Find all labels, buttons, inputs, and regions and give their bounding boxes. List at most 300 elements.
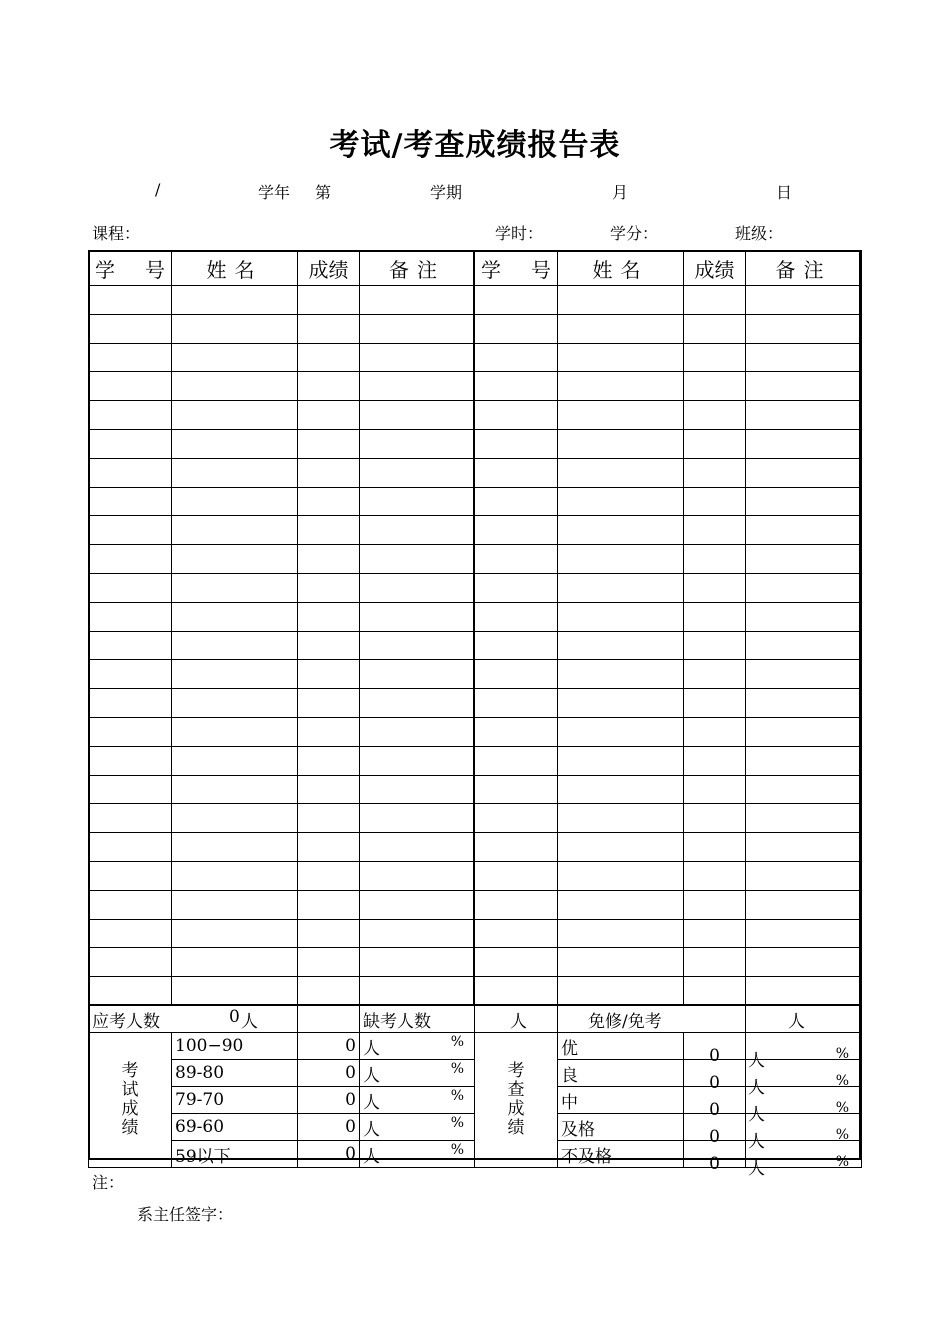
cell-score-right[interactable]	[684, 429, 746, 458]
check-label	[475, 1033, 558, 1168]
cell-id-right[interactable]	[475, 833, 558, 862]
exam-range-count: 0	[298, 1114, 360, 1141]
cell-name[interactable]	[172, 833, 298, 862]
cell-note[interactable]	[360, 401, 475, 430]
cell-note-right[interactable]	[746, 314, 862, 343]
exempt-label: 免修/免考	[558, 1006, 746, 1033]
check-percent: %	[835, 1046, 850, 1062]
cell-note-right[interactable]	[746, 977, 862, 1006]
cell-name[interactable]	[172, 545, 298, 574]
cell-score-right[interactable]	[684, 286, 746, 315]
cell-id-right[interactable]	[475, 314, 558, 343]
exam-range-cell	[172, 1087, 298, 1114]
cell-note-right[interactable]	[746, 545, 862, 574]
cell-name-right[interactable]	[558, 573, 684, 602]
credits-label: 学分：	[610, 224, 659, 243]
cell-score[interactable]	[298, 660, 360, 689]
cell-name[interactable]	[172, 458, 298, 487]
cell-name-right[interactable]	[558, 286, 684, 315]
exam-range-unit	[360, 1060, 475, 1087]
cell-name[interactable]	[172, 343, 298, 372]
check-percent-cell	[746, 1141, 862, 1168]
check-grade-cell	[558, 1060, 684, 1087]
cell-id[interactable]	[89, 977, 172, 1006]
check-grade-count: 0	[709, 1154, 720, 1174]
cell-note-right[interactable]	[746, 458, 862, 487]
cell-score-right[interactable]	[684, 804, 746, 833]
check-person: 人	[748, 1132, 765, 1152]
cell-note-right[interactable]	[746, 631, 862, 660]
cell-score-right[interactable]	[684, 833, 746, 862]
cell-note[interactable]	[360, 314, 475, 343]
cell-id-right[interactable]	[475, 516, 558, 545]
cell-score[interactable]	[298, 689, 360, 718]
cell-score-right[interactable]	[684, 487, 746, 516]
cell-name-right[interactable]	[558, 775, 684, 804]
table-row	[89, 458, 862, 487]
cell-note-right[interactable]	[746, 660, 862, 689]
cell-score-right[interactable]	[684, 775, 746, 804]
header-term: 学期	[430, 183, 463, 202]
check-grade-cell	[558, 1087, 684, 1114]
cell-note-right[interactable]	[746, 602, 862, 631]
exam-range-label: 59以下	[175, 1146, 231, 1167]
cell-note[interactable]	[360, 458, 475, 487]
absent-label: 缺考人数	[360, 1006, 475, 1033]
cell-score[interactable]	[298, 746, 360, 775]
cell-score-right[interactable]	[684, 717, 746, 746]
exam-range-cell	[172, 1033, 298, 1060]
table-summary-divider	[88, 1004, 861, 1006]
cell-id[interactable]	[89, 948, 172, 977]
cell-id[interactable]	[89, 919, 172, 948]
cell-score[interactable]	[298, 372, 360, 401]
cell-name[interactable]	[172, 890, 298, 919]
col-header-id: 学号	[89, 251, 172, 286]
cell-name[interactable]	[172, 717, 298, 746]
exam-label	[89, 1033, 172, 1168]
cell-note-right[interactable]	[746, 689, 862, 718]
cell-name[interactable]	[172, 286, 298, 315]
summary-count-row	[89, 1006, 862, 1033]
cell-name[interactable]	[172, 804, 298, 833]
exempt-unit: 人	[746, 1006, 862, 1033]
cell-name[interactable]	[172, 775, 298, 804]
check-grade-label: 及格	[561, 1119, 595, 1140]
grade-table	[88, 250, 862, 1006]
check-grade-count-cell	[684, 1060, 765, 1098]
cell-name-right[interactable]	[558, 861, 684, 890]
cell-note-right[interactable]	[746, 343, 862, 372]
course-label: 课程：	[92, 224, 141, 243]
cell-note[interactable]	[360, 890, 475, 919]
check-grade-label: 良	[561, 1065, 578, 1086]
cell-score[interactable]	[298, 573, 360, 602]
table-row	[89, 890, 862, 919]
cell-id[interactable]	[89, 890, 172, 919]
cell-id-right[interactable]	[475, 746, 558, 775]
check-grade-count-cell	[684, 1114, 765, 1152]
cell-name-right[interactable]	[558, 717, 684, 746]
cell-id-right[interactable]	[475, 401, 558, 430]
cell-id-right[interactable]	[475, 804, 558, 833]
cell-note-right[interactable]	[746, 861, 862, 890]
cell-note-right[interactable]	[746, 919, 862, 948]
cell-note[interactable]	[360, 286, 475, 315]
cell-id[interactable]	[89, 401, 172, 430]
cell-id-right[interactable]	[475, 573, 558, 602]
cell-name[interactable]	[172, 631, 298, 660]
cell-name-right[interactable]	[558, 401, 684, 430]
cell-note[interactable]	[360, 861, 475, 890]
check-grade-count: 0	[709, 1100, 720, 1120]
cell-id-right[interactable]	[475, 775, 558, 804]
cell-name-right[interactable]	[558, 660, 684, 689]
cell-score-right[interactable]	[684, 401, 746, 430]
cell-score[interactable]	[298, 602, 360, 631]
cell-score-right[interactable]	[684, 746, 746, 775]
cell-score[interactable]	[298, 861, 360, 890]
cell-name[interactable]	[172, 401, 298, 430]
cell-score[interactable]	[298, 429, 360, 458]
cell-id[interactable]	[89, 746, 172, 775]
exam-person: 人	[363, 1092, 380, 1113]
cell-id-right[interactable]	[475, 458, 558, 487]
cell-id[interactable]	[89, 717, 172, 746]
cell-note-right[interactable]	[746, 372, 862, 401]
exam-percent: %	[450, 1087, 464, 1104]
cell-score[interactable]	[298, 458, 360, 487]
exam-percent: %	[450, 1141, 464, 1158]
cell-note[interactable]	[360, 631, 475, 660]
cell-score-right[interactable]	[684, 919, 746, 948]
table-row	[89, 833, 862, 862]
check-grade-count-cell	[684, 1087, 765, 1125]
cell-name-right[interactable]	[558, 458, 684, 487]
cell-name-right[interactable]	[558, 314, 684, 343]
cell-id[interactable]	[89, 660, 172, 689]
cell-note-right[interactable]	[746, 948, 862, 977]
cell-score[interactable]	[298, 516, 360, 545]
table-row	[89, 545, 862, 574]
cell-id-right[interactable]	[475, 487, 558, 516]
check-grade-cell	[558, 1114, 684, 1141]
header-day: 日	[776, 183, 793, 202]
cell-name-right[interactable]	[558, 343, 684, 372]
cell-score-right[interactable]	[684, 573, 746, 602]
table-row	[89, 631, 862, 660]
cell-id[interactable]	[89, 602, 172, 631]
cell-note[interactable]	[360, 746, 475, 775]
exam-range-label: 79-70	[175, 1090, 225, 1110]
cell-name[interactable]	[172, 516, 298, 545]
cell-note[interactable]	[360, 516, 475, 545]
cell-note[interactable]	[360, 919, 475, 948]
cell-name-right[interactable]	[558, 977, 684, 1006]
cell-score-right[interactable]	[684, 977, 746, 1006]
cell-name[interactable]	[172, 746, 298, 775]
cell-id-right[interactable]	[475, 545, 558, 574]
cell-id[interactable]	[89, 545, 172, 574]
cell-id[interactable]	[89, 573, 172, 602]
cell-id-right[interactable]	[475, 890, 558, 919]
table-row	[89, 343, 862, 372]
cell-score[interactable]	[298, 775, 360, 804]
cell-id[interactable]	[89, 487, 172, 516]
cell-note[interactable]	[360, 602, 475, 631]
cell-id[interactable]	[89, 286, 172, 315]
cell-score-right[interactable]	[684, 516, 746, 545]
exam-range-unit	[360, 1033, 475, 1060]
cell-name-right[interactable]	[558, 372, 684, 401]
cell-id[interactable]	[89, 516, 172, 545]
cell-id-right[interactable]	[475, 429, 558, 458]
exam-range-label: 69-60	[175, 1117, 225, 1137]
cell-note[interactable]	[360, 804, 475, 833]
cell-score[interactable]	[298, 977, 360, 1006]
cell-name-right[interactable]	[558, 746, 684, 775]
cell-note[interactable]	[360, 343, 475, 372]
cell-score[interactable]	[298, 631, 360, 660]
table-row	[89, 804, 862, 833]
cell-id[interactable]	[89, 372, 172, 401]
cell-score-right[interactable]	[684, 861, 746, 890]
cell-note[interactable]	[360, 775, 475, 804]
exam-label-text: 考试成绩	[121, 1061, 139, 1138]
cell-name-right[interactable]	[558, 804, 684, 833]
check-grade-label: 不及格	[561, 1146, 612, 1167]
cell-note-right[interactable]	[746, 746, 862, 775]
cell-note-right[interactable]	[746, 573, 862, 602]
check-grade-cell	[558, 1141, 684, 1168]
cell-name-right[interactable]	[558, 429, 684, 458]
cell-name-right[interactable]	[558, 487, 684, 516]
cell-score-right[interactable]	[684, 689, 746, 718]
cell-note-right[interactable]	[746, 775, 862, 804]
cell-score[interactable]	[298, 314, 360, 343]
cell-id[interactable]	[89, 429, 172, 458]
cell-name[interactable]	[172, 372, 298, 401]
cell-name-right[interactable]	[558, 602, 684, 631]
check-grade-count: 0	[709, 1127, 720, 1147]
cell-note-right[interactable]	[746, 717, 862, 746]
cell-id[interactable]	[89, 458, 172, 487]
hours-label: 学时：	[495, 224, 544, 243]
table-row	[89, 948, 862, 977]
cell-note[interactable]	[360, 429, 475, 458]
footer-note: 注：	[92, 1173, 125, 1192]
cell-note[interactable]	[360, 948, 475, 977]
col-header-note-right: 备注	[746, 251, 862, 286]
check-person: 人	[748, 1159, 765, 1179]
cell-score-right[interactable]	[684, 660, 746, 689]
check-grade-count: 0	[709, 1073, 720, 1093]
cell-note[interactable]	[360, 689, 475, 718]
cell-id[interactable]	[89, 833, 172, 862]
exam-percent: %	[450, 1114, 464, 1131]
expected-person: 人	[241, 1011, 258, 1032]
table-row	[89, 775, 862, 804]
cell-note[interactable]	[360, 372, 475, 401]
check-percent-cell	[746, 1060, 862, 1087]
cell-id[interactable]	[89, 861, 172, 890]
cell-score[interactable]	[298, 545, 360, 574]
cell-name[interactable]	[172, 429, 298, 458]
table-row	[89, 401, 862, 430]
check-grade-cell	[558, 1033, 684, 1060]
cell-score[interactable]	[298, 948, 360, 977]
cell-id-right[interactable]	[475, 343, 558, 372]
table-center-divider	[473, 250, 475, 1005]
cell-score[interactable]	[298, 833, 360, 862]
cell-score-right[interactable]	[684, 372, 746, 401]
check-percent-cell	[746, 1033, 862, 1060]
table-row	[89, 660, 862, 689]
expected-cell	[89, 1006, 298, 1033]
cell-note[interactable]	[360, 573, 475, 602]
col-header-id-right: 学号	[475, 251, 558, 286]
cell-note[interactable]	[360, 833, 475, 862]
cell-name-right[interactable]	[558, 890, 684, 919]
exam-range-count: 0	[298, 1087, 360, 1114]
cell-name-right[interactable]	[558, 545, 684, 574]
cell-score[interactable]	[298, 804, 360, 833]
cell-id[interactable]	[89, 804, 172, 833]
cell-score[interactable]	[298, 343, 360, 372]
cell-name[interactable]	[172, 602, 298, 631]
exam-percent: %	[450, 1033, 464, 1050]
cell-id[interactable]	[89, 689, 172, 718]
cell-id-right[interactable]	[475, 660, 558, 689]
col-header-name: 姓名	[172, 251, 298, 286]
check-percent: %	[835, 1100, 850, 1116]
cell-name[interactable]	[172, 948, 298, 977]
cell-score-right[interactable]	[684, 314, 746, 343]
table-row	[89, 516, 862, 545]
check-grade-count-cell	[684, 1141, 765, 1179]
cell-name-right[interactable]	[558, 516, 684, 545]
table-row	[89, 602, 862, 631]
check-percent: %	[835, 1127, 850, 1143]
cell-note[interactable]	[360, 660, 475, 689]
check-person: 人	[748, 1078, 765, 1098]
col-header-name-right: 姓名	[558, 251, 684, 286]
exam-range-count: 0	[298, 1033, 360, 1060]
cell-id-right[interactable]	[475, 372, 558, 401]
cell-name[interactable]	[172, 660, 298, 689]
check-grade-label: 优	[561, 1038, 578, 1059]
page-title: 考试/考查成绩报告表	[329, 128, 621, 163]
cell-name[interactable]	[172, 689, 298, 718]
cell-id-right[interactable]	[475, 602, 558, 631]
cell-note-right[interactable]	[746, 516, 862, 545]
cell-note-right[interactable]	[746, 401, 862, 430]
cell-note-right[interactable]	[746, 833, 862, 862]
exam-range-count: 0	[298, 1060, 360, 1087]
cell-note-right[interactable]	[746, 487, 862, 516]
table-row	[89, 717, 862, 746]
cell-score[interactable]	[298, 717, 360, 746]
cell-score[interactable]	[298, 919, 360, 948]
check-percent: %	[835, 1073, 850, 1089]
table-row	[89, 977, 862, 1006]
cell-id-right[interactable]	[475, 948, 558, 977]
cell-id[interactable]	[89, 775, 172, 804]
cell-id-right[interactable]	[475, 861, 558, 890]
exam-range-cell	[172, 1114, 298, 1141]
cell-name[interactable]	[172, 977, 298, 1006]
cell-name-right[interactable]	[558, 689, 684, 718]
cell-name[interactable]	[172, 487, 298, 516]
cell-name[interactable]	[172, 861, 298, 890]
cell-id-right[interactable]	[475, 631, 558, 660]
cell-id[interactable]	[89, 631, 172, 660]
check-percent: %	[835, 1154, 850, 1170]
cell-id-right[interactable]	[475, 689, 558, 718]
table-row	[89, 286, 862, 315]
cell-score-right[interactable]	[684, 602, 746, 631]
table-row	[89, 429, 862, 458]
cell-score[interactable]	[298, 890, 360, 919]
cell-score-right[interactable]	[684, 343, 746, 372]
expected-unit	[241, 1006, 360, 1033]
check-percent-cell	[746, 1114, 862, 1141]
exam-range-cell	[172, 1060, 298, 1087]
cell-name-right[interactable]	[558, 631, 684, 660]
cell-score-right[interactable]	[684, 545, 746, 574]
cell-note[interactable]	[360, 487, 475, 516]
header-slash: /	[155, 180, 161, 199]
cell-id[interactable]	[89, 343, 172, 372]
cell-score[interactable]	[298, 286, 360, 315]
cell-name[interactable]	[172, 573, 298, 602]
cell-id[interactable]	[89, 314, 172, 343]
cell-note-right[interactable]	[746, 890, 862, 919]
cell-note[interactable]	[360, 977, 475, 1006]
check-person: 人	[748, 1105, 765, 1125]
cell-id-right[interactable]	[475, 977, 558, 1006]
cell-score-right[interactable]	[684, 948, 746, 977]
cell-score-right[interactable]	[684, 631, 746, 660]
table-row	[89, 573, 862, 602]
cell-name-right[interactable]	[558, 948, 684, 977]
check-grade-label: 中	[561, 1092, 578, 1113]
header-year: 学年	[258, 183, 291, 202]
cell-name[interactable]	[172, 919, 298, 948]
col-header-score: 成绩	[298, 251, 360, 286]
exam-range-unit	[360, 1087, 475, 1114]
col-header-score-right: 成绩	[684, 251, 746, 286]
cell-id-right[interactable]	[475, 717, 558, 746]
cell-score[interactable]	[298, 401, 360, 430]
cell-note-right[interactable]	[746, 429, 862, 458]
cell-note-right[interactable]	[746, 286, 862, 315]
col-header-note: 备注	[360, 251, 475, 286]
cell-name[interactable]	[172, 314, 298, 343]
cell-note[interactable]	[360, 717, 475, 746]
cell-name-right[interactable]	[558, 919, 684, 948]
cell-score-right[interactable]	[684, 890, 746, 919]
table-row	[89, 487, 862, 516]
cell-name-right[interactable]	[558, 833, 684, 862]
cell-note-right[interactable]	[746, 804, 862, 833]
check-grade-count-cell	[684, 1033, 765, 1071]
cell-id-right[interactable]	[475, 286, 558, 315]
cell-score-right[interactable]	[684, 458, 746, 487]
cell-note[interactable]	[360, 545, 475, 574]
cell-score[interactable]	[298, 487, 360, 516]
cell-id-right[interactable]	[475, 919, 558, 948]
